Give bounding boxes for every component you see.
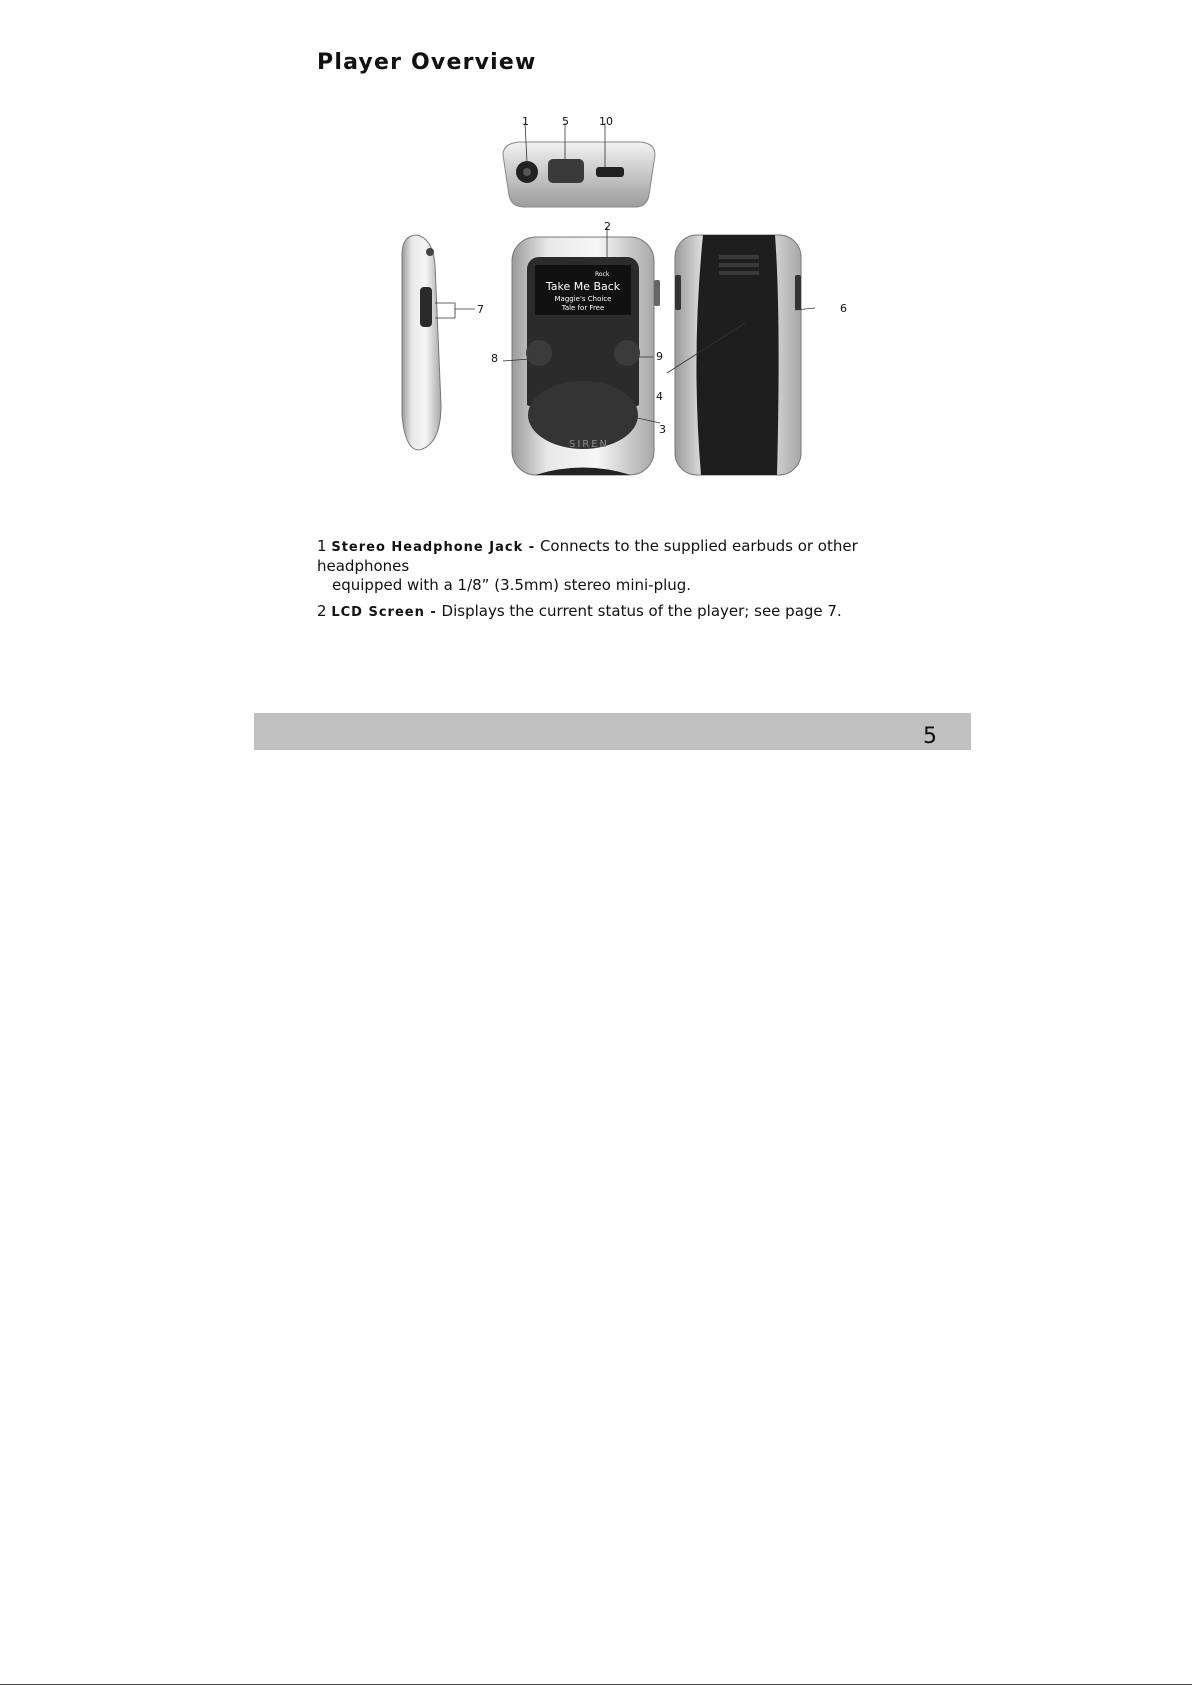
callout-9: 9	[656, 350, 663, 363]
callout-3: 3	[659, 423, 666, 436]
lcd-song: Take Me Back	[545, 280, 621, 293]
callout-2: 2	[604, 220, 611, 233]
brand-logo: SIREN	[568, 439, 610, 450]
page-footer	[254, 713, 971, 750]
callout-7: 7	[477, 303, 484, 316]
item-number: 2	[317, 602, 327, 620]
item-description-continued: equipped with a 1/8” (3.5mm) stereo mini-plug.	[332, 576, 692, 594]
player-illustration	[385, 115, 855, 490]
left-button	[526, 340, 552, 366]
callout-10: 10	[599, 115, 613, 128]
lcd-album: Tale for Free	[561, 304, 605, 312]
lcd-artist: Maggie's Choice	[554, 295, 612, 303]
front-view	[512, 237, 660, 475]
page-number: 5	[923, 724, 937, 749]
callout-8: 8	[491, 352, 498, 365]
left-side-view	[402, 235, 441, 450]
lcd-status: Rock	[595, 271, 610, 278]
callout-4: 4	[656, 390, 663, 403]
top-view	[503, 142, 655, 207]
item-term: Stereo Headphone Jack -	[331, 540, 536, 555]
callout-1: 1	[522, 115, 529, 128]
back-view	[675, 235, 801, 475]
item-term: LCD Screen -	[331, 605, 437, 620]
right-button	[614, 340, 640, 366]
list-item	[317, 602, 937, 622]
callout-6: 6	[840, 302, 847, 315]
page-title: Player Overview	[317, 50, 537, 75]
item-number: 1	[317, 537, 327, 555]
usb-port	[596, 167, 624, 177]
callout-5: 5	[562, 115, 569, 128]
power-switch	[548, 159, 584, 183]
item-description: Displays the current status of the player; see page 7.	[441, 602, 842, 620]
player-overview-figure	[385, 115, 855, 490]
list-item	[317, 537, 937, 595]
lcd-screen	[535, 265, 631, 323]
item-description: Connects to the supplied earbuds or other headphones	[317, 537, 858, 575]
component-list	[317, 537, 937, 629]
